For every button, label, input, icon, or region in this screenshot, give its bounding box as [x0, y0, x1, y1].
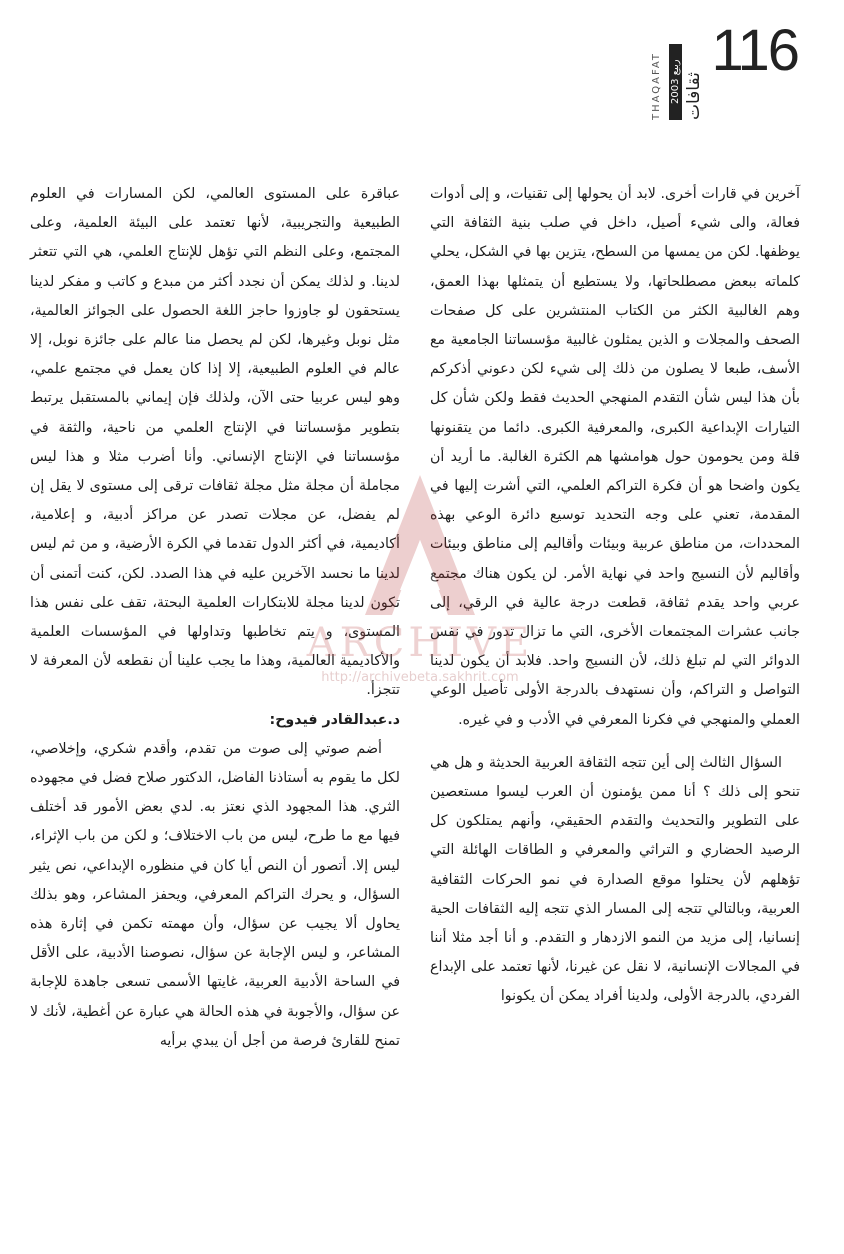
paragraph: أضم صوتي إلى صوت من تقدم، وأقدم شكري، وإخلاصي، لكل ما يقوم به أستاذنا الفاضل، الدكتور صلاح فضل في مجهوده الثري. هذا المجهود الذي نعتز به. لدي بعض الأمور قد أختلف فيها مع ما طرح، ليس من باب الاختلاف؛ و لكن من باب الإثراء، ليس إلا. أتصور أن النص أيا كان في منظوره الإبداعي، نص يثير السؤال، و يحرك التراكم المعرفي، ويحفز المشاعر، وهو بذلك يحاول ألا يجيب عن سؤال، وأن مهمته تكمن في إثارة هذه المشاعر، و ليس الإجابة عن سؤال، نصوصنا الأدبية، على الأقل في الساحة الأدبية العربية، غايتها الأسمى تسعى جاهدة للإجابة عن سؤال، والأجوبة في هذه الحالة هي عبارة عن أغطية، لأنك لا تمنح للقارئ فرصة من أجل أن يبدي برأيه [30, 740, 400, 1049]
watermark-text: ARCHIVE [306, 620, 534, 666]
magazine-masthead [642, 38, 704, 118]
magazine-title-latin: THAQAFAT [651, 51, 662, 120]
text-column-left [30, 180, 400, 1056]
paragraph: عباقرة على المستوى العالمي، لكن المسارات في العلوم الطبيعية والتجريبية، لأنها تعتمد على البيئة العلمية، وعلى المجتمع، وعلى النظم التي تؤهل للإنتاج العلمي، هي التي تتعثر لدينا. و لذلك يمكن أن نجدد أكثر من مبدع و كاتب و مفكر لدينا يستحقون لو جاوزوا حاجز اللغة الحصول على الجوائز العالمية، مثل نوبل وغيرها، لكن لم يحصل منا عالم على جائزة نوبل، إلا عالم في العلوم الطبيعية، إلا إذا كان يعمل في مجتمع علمي، وهو ليس عربيا حتى الآن، ولذلك فإن إيماني بالمستقبل يرتبط بتطوير مؤسساتنا في الإنتاج العلمي من ناحية، والثقة في مؤسساتنا في الإنتاج الإنساني. وأنا أضرب مثلا و هذا ليس مجاملة أن مجلة مثل مجلة ثقافات ترقى إلى مستوى لا يقل إن لم يفضل، عن مجلات تصدر عن مراكز أدبية، و إعلامية، أكاديمية، في أكثر الدول تقدما في الكرة الأرضية، و من ثم ليس لدينا ما نحسد الآخرين عليه في هذا الصدد. لكن، كنت أتمنى أن تكون لدينا مجلة للابتكارات العلمية البحتة، تقف على نفس هذا المستوى، و يتم تخاطبها وتداولها في المؤسسات العلمية والأكاديمية العالمية، وهذا ما يجب علينا أن نقطعه لأن المعرفة لا تتجزأ. [30, 186, 400, 699]
magazine-title-arabic: ثقافات [684, 72, 704, 120]
text-column-right [430, 180, 800, 1012]
paragraph: آخرين في قارات أخرى. لابد أن يحولها إلى تقنيات، و إلى أدوات فعالة، والى شيء أصيل، داخل في صلب بنية الثقافة التي يوظفها. لكن من يمسها من السطح، يتزين بها في الشكل، يحلي كلماته ببعض مصطلحاتها، ولا يستطيع أن يتمثلها بهذا العمق، وهم الغالبية الكثر من الكتاب المنتشرين على كل صفحات الصحف والمجلات و الذين يمثلون غالبية مؤسساتنا الجامعية مع الأسف، طبعا لا يصلون من ذلك إلى شيء لكن دعوني أذكركم بأن هذا ليس شأن التقدم المنهجي الحديث فقط ولكن شأن كل التيارات الإبداعية الكبرى، والمعرفية الكبرى. دائما من يتقنونها قلة ومن يحومون حول هوامشها هم الكثرة الغالبة. ما أريد أن يكون واضحا هو أن فكرة التراكم العلمي، التي أشرت إليها في المقدمة، تعني على وجه التحديد توسيع دائرة الوعي بهذه المحددات، من مناطق عربية وبيئات وأقاليم إلى مناطق وبيئات وأقاليم لأن النسيج واحد في نهاية الأمر. لن يكون هناك مجتمع عربي واحد يقدم ثقافة، قطعت درجة عالية في الرقي، إلى جانب عشرات المجتمعات الأخرى، التي ما تزال تدور في نفس الدوائر التي لم تبلغ ذلك، لأن النسيج واحد. فلابد أن يكون لدينا التواصل و التراكم، وأن نستهدف بالدرجة الأولى تأصيل الوعي العملي والمنهجي في فكرنا المعرفي في الأدب و في غيره. [430, 186, 800, 728]
page-number: 116 [711, 18, 798, 83]
speaker-name: د.عبدالقادر فيدوح: [269, 711, 400, 728]
issue-label: ربيع 2003 [669, 44, 682, 120]
paragraph: السؤال الثالث إلى أين تتجه الثقافة العربية الحديثة و هل هي تنحو إلى ذلك ؟ أنا ممن يؤمنون أن العرب ليسوا مستعصين على التطوير والتحديث والتقدم الحقيقي، وأنهم يمتلكون كل الرصيد الحضاري و التراثي والمعرفي و الطاقات الهائلة التي تؤهلهم لأن يحتلوا موقع الصدارة في نمو الحركات الثقافية العربية، وبالتالي تتجه إلى المسار الذي تتجه إليه الثقافات الحية إنسانيا، إلى مزيد من النمو الازدهار و التقدم. و أنا أجد مثلا أننا في المجالات الإنسانية، لا نقل عن غيرنا، لأنها تعتمد على الإبداع الفردي، بالدرجة الأولى، ولدينا أفراد يمكن أن يكونوا [430, 754, 800, 1005]
watermark-url: http://archivebeta.sakhrit.com [321, 670, 519, 685]
